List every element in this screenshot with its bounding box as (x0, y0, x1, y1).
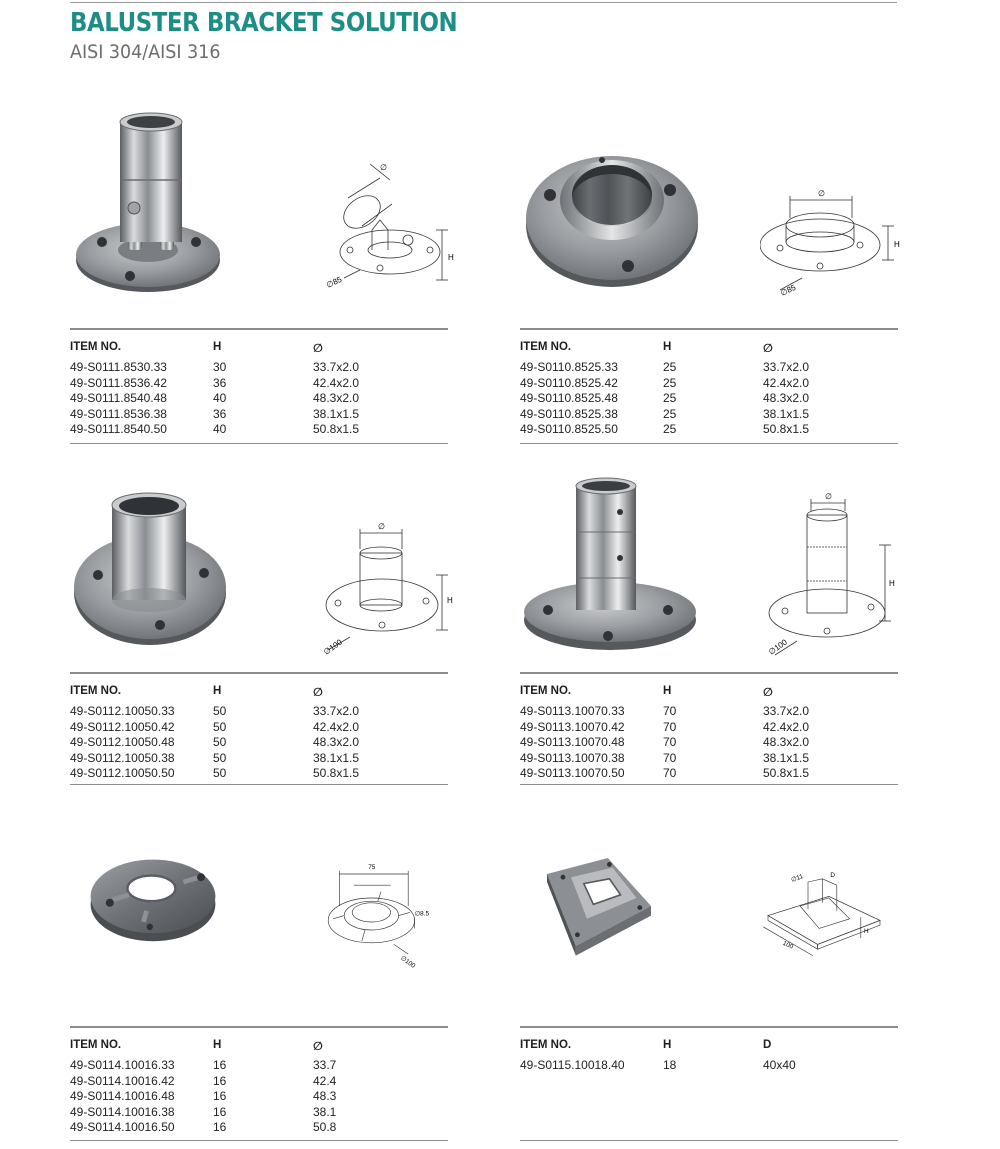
header-diameter: ∅ (313, 343, 323, 355)
table-row (520, 422, 898, 438)
header-item-no: ITEM NO. (520, 685, 572, 697)
header-diameter: ∅ (313, 1041, 323, 1053)
item-no: 49-S0114.10016.48 (70, 1089, 175, 1104)
header-h: H (663, 685, 672, 697)
height-value: 70 (663, 750, 677, 765)
item-no: 49-S0111.8536.38 (70, 406, 167, 421)
diameter-value: 38.1x1.5 (313, 750, 360, 765)
height-value: 30 (213, 360, 227, 374)
item-no: 49-S0114.10016.38 (70, 1104, 175, 1119)
table-row (520, 766, 898, 782)
base-diameter-label: ∅85 (325, 274, 344, 290)
spec-rows (70, 1058, 448, 1140)
page-title: BALUSTER BRACKET SOLUTION (70, 8, 458, 38)
height-value: 16 (213, 1073, 227, 1088)
base-diameter-label: ∅100 (399, 954, 417, 970)
page-subtitle: AISI 304/AISI 316 (70, 41, 221, 63)
technical-drawing (745, 850, 895, 1010)
table-row (70, 766, 448, 782)
diameter-value: 50.8x1.5 (763, 422, 810, 437)
header-diameter: ∅ (313, 687, 323, 699)
header-h: H (663, 341, 672, 353)
spec-table (70, 672, 448, 785)
diameter-value: 33.7x2.0 (763, 704, 810, 718)
spec-header (520, 1028, 898, 1058)
spec-rows (520, 704, 898, 784)
height-value: 50 (213, 704, 227, 718)
item-no: 49-S0113.10070.48 (520, 735, 625, 750)
item-no: 49-S0115.10018.40 (520, 1058, 625, 1072)
table-row (70, 422, 448, 438)
header-h: H (213, 1039, 222, 1051)
spec-table (520, 672, 898, 785)
height-value: 25 (663, 375, 677, 390)
height-label: H (864, 928, 869, 936)
height-value: 36 (213, 375, 227, 390)
diameter-symbol: ∅ (825, 492, 832, 501)
table-row (520, 720, 898, 736)
spec-header (520, 330, 898, 360)
product-panel-0 (70, 100, 454, 445)
diameter-value: 48.3x2.0 (313, 735, 360, 750)
height-label: H (894, 240, 900, 249)
item-no: 49-S0110.8525.42 (520, 375, 618, 390)
base-diameter-label: ∅85 (779, 282, 798, 298)
diameter-value: 50.8x1.5 (763, 766, 810, 781)
height-value: 70 (663, 766, 677, 781)
header-item-no: ITEM NO. (70, 341, 122, 353)
diameter-symbol: ∅ (378, 522, 385, 531)
item-no: 49-S0112.10050.33 (70, 704, 175, 718)
hole-diameter-label: ∅11 (790, 873, 805, 884)
diameter-value: 48.3x2.0 (763, 391, 810, 406)
diameter-value: 33.7x2.0 (313, 704, 360, 718)
diameter-symbol: ∅ (380, 163, 387, 172)
technical-drawing (760, 100, 910, 300)
table-row (520, 376, 898, 392)
header-h: H (213, 685, 222, 697)
product-photo (70, 850, 260, 1010)
table-row (520, 407, 898, 423)
diameter-value: 33.7x2.0 (313, 360, 360, 374)
item-no: 49-S0112.10050.48 (70, 735, 175, 750)
table-row (520, 1058, 898, 1074)
height-value: 50 (213, 766, 227, 781)
item-no: 49-S0114.10016.42 (70, 1073, 175, 1088)
header-diameter: ∅ (763, 687, 773, 699)
product-panel-1 (520, 100, 898, 445)
table-row (520, 751, 898, 767)
technical-drawing (320, 475, 470, 675)
item-no: 49-S0111.8540.48 (70, 391, 167, 406)
height-value: 70 (663, 719, 677, 734)
diameter-value: 50.8 (313, 1120, 337, 1135)
table-row (520, 704, 898, 720)
item-no: 49-S0113.10070.50 (520, 766, 625, 781)
spec-header (520, 674, 898, 704)
diameter-value: 48.3x2.0 (313, 391, 360, 406)
table-row (70, 704, 448, 720)
diameter-value: 42.4 (313, 1073, 337, 1088)
top-divider (70, 2, 897, 3)
product-photo (70, 475, 260, 675)
diameter-value: 38.1x1.5 (763, 750, 810, 765)
item-no: 49-S0110.8525.33 (520, 360, 618, 374)
base-diameter-label: ∅100 (321, 637, 344, 657)
table-row (520, 360, 898, 376)
header-diameter: ∅ (763, 343, 773, 355)
diameter-value: 38.1x1.5 (763, 406, 810, 421)
item-no: 49-S0111.8536.42 (70, 375, 167, 390)
table-row (70, 1120, 448, 1136)
height-value: 50 (213, 750, 227, 765)
item-no: 49-S0110.8525.50 (520, 422, 618, 437)
item-no: 49-S0113.10070.33 (520, 704, 625, 718)
technical-drawing (310, 850, 460, 1010)
height-value: 70 (663, 704, 677, 718)
product-photo (520, 470, 710, 670)
header-h: H (663, 1039, 672, 1051)
d-value: 40x40 (763, 1058, 796, 1072)
table-row (70, 376, 448, 392)
item-no: 49-S0110.8525.38 (520, 406, 618, 421)
height-value: 25 (663, 406, 677, 421)
item-no: 49-S0112.10050.38 (70, 750, 175, 765)
height-value: 25 (663, 422, 677, 437)
table-row (70, 391, 448, 407)
header-item-no: ITEM NO. (70, 685, 122, 697)
product-photo (520, 850, 710, 1010)
item-no: 49-S0113.10070.42 (520, 719, 625, 734)
diameter-value: 42.4x2.0 (313, 375, 360, 390)
diameter-value: 33.7x2.0 (763, 360, 810, 374)
item-no: 49-S0111.8540.50 (70, 422, 167, 437)
height-value: 40 (213, 422, 227, 437)
table-row (70, 1089, 448, 1105)
product-panel-4 (70, 840, 448, 1140)
table-row (520, 735, 898, 751)
height-value: 40 (213, 391, 227, 406)
table-row (70, 360, 448, 376)
spec-rows (70, 704, 448, 784)
diameter-value: 33.7 (313, 1058, 337, 1072)
height-label: H (448, 253, 454, 262)
product-panel-5 (520, 840, 898, 1140)
diameter-value: 50.8x1.5 (313, 766, 360, 781)
height-value: 50 (213, 719, 227, 734)
header-d: D (763, 1039, 772, 1051)
item-no: 49-S0110.8525.48 (520, 391, 618, 406)
height-value: 25 (663, 391, 677, 406)
height-value: 16 (213, 1104, 227, 1119)
item-no: 49-S0113.10070.38 (520, 750, 625, 765)
diameter-value: 42.4x2.0 (763, 375, 810, 390)
spec-table (520, 328, 898, 444)
table-row (70, 735, 448, 751)
header-item-no: ITEM NO. (70, 1039, 122, 1051)
item-no: 49-S0112.10050.42 (70, 719, 175, 734)
diameter-value: 38.1x1.5 (313, 406, 360, 421)
height-value: 16 (213, 1120, 227, 1135)
spec-header (70, 330, 448, 360)
table-row (520, 391, 898, 407)
product-photo (70, 100, 260, 300)
side-length-label: 100 (781, 939, 795, 951)
table-row (70, 407, 448, 423)
header-item-no: ITEM NO. (520, 341, 572, 353)
item-no: 49-S0112.10050.50 (70, 766, 175, 781)
height-value: 16 (213, 1089, 227, 1104)
item-no: 49-S0114.10016.50 (70, 1120, 175, 1135)
height-value: 36 (213, 406, 227, 421)
height-value: 18 (663, 1058, 677, 1072)
table-row (70, 1058, 448, 1074)
table-row (70, 751, 448, 767)
diameter-value: 42.4x2.0 (763, 719, 810, 734)
height-value: 25 (663, 360, 677, 374)
base-diameter-label: ∅100 (766, 637, 789, 657)
hole-diameter-label: ∅8.5 (414, 910, 430, 918)
table-row (70, 720, 448, 736)
header-item-no: ITEM NO. (520, 1039, 572, 1051)
technical-drawing (765, 475, 915, 675)
spec-table (70, 1026, 448, 1141)
diameter-value: 48.3 (313, 1089, 337, 1104)
height-label: H (447, 596, 453, 605)
diameter-value: 42.4x2.0 (313, 719, 360, 734)
diameter-value: 50.8x1.5 (313, 422, 360, 437)
spec-table (520, 1026, 898, 1141)
spec-header (70, 1028, 448, 1058)
height-label: H (889, 579, 895, 588)
spec-header (70, 674, 448, 704)
spec-rows (70, 360, 448, 443)
spec-rows (520, 360, 898, 443)
spec-rows (520, 1058, 898, 1140)
diameter-value: 48.3x2.0 (763, 735, 810, 750)
item-no: 49-S0111.8530.33 (70, 360, 167, 374)
item-no: 49-S0114.10016.33 (70, 1058, 175, 1072)
spec-table (70, 328, 448, 444)
product-panel-2 (70, 460, 453, 790)
table-row (70, 1105, 448, 1121)
width-label: 75 (368, 864, 376, 872)
height-value: 70 (663, 735, 677, 750)
product-panel-3 (520, 460, 898, 790)
diameter-value: 38.1 (313, 1104, 337, 1119)
table-row (70, 1074, 448, 1090)
height-value: 16 (213, 1058, 227, 1072)
header-h: H (213, 341, 222, 353)
height-value: 50 (213, 735, 227, 750)
technical-drawing (320, 100, 470, 300)
diameter-symbol: ∅ (818, 189, 825, 198)
d-label: D (830, 872, 836, 880)
product-photo (520, 100, 710, 300)
